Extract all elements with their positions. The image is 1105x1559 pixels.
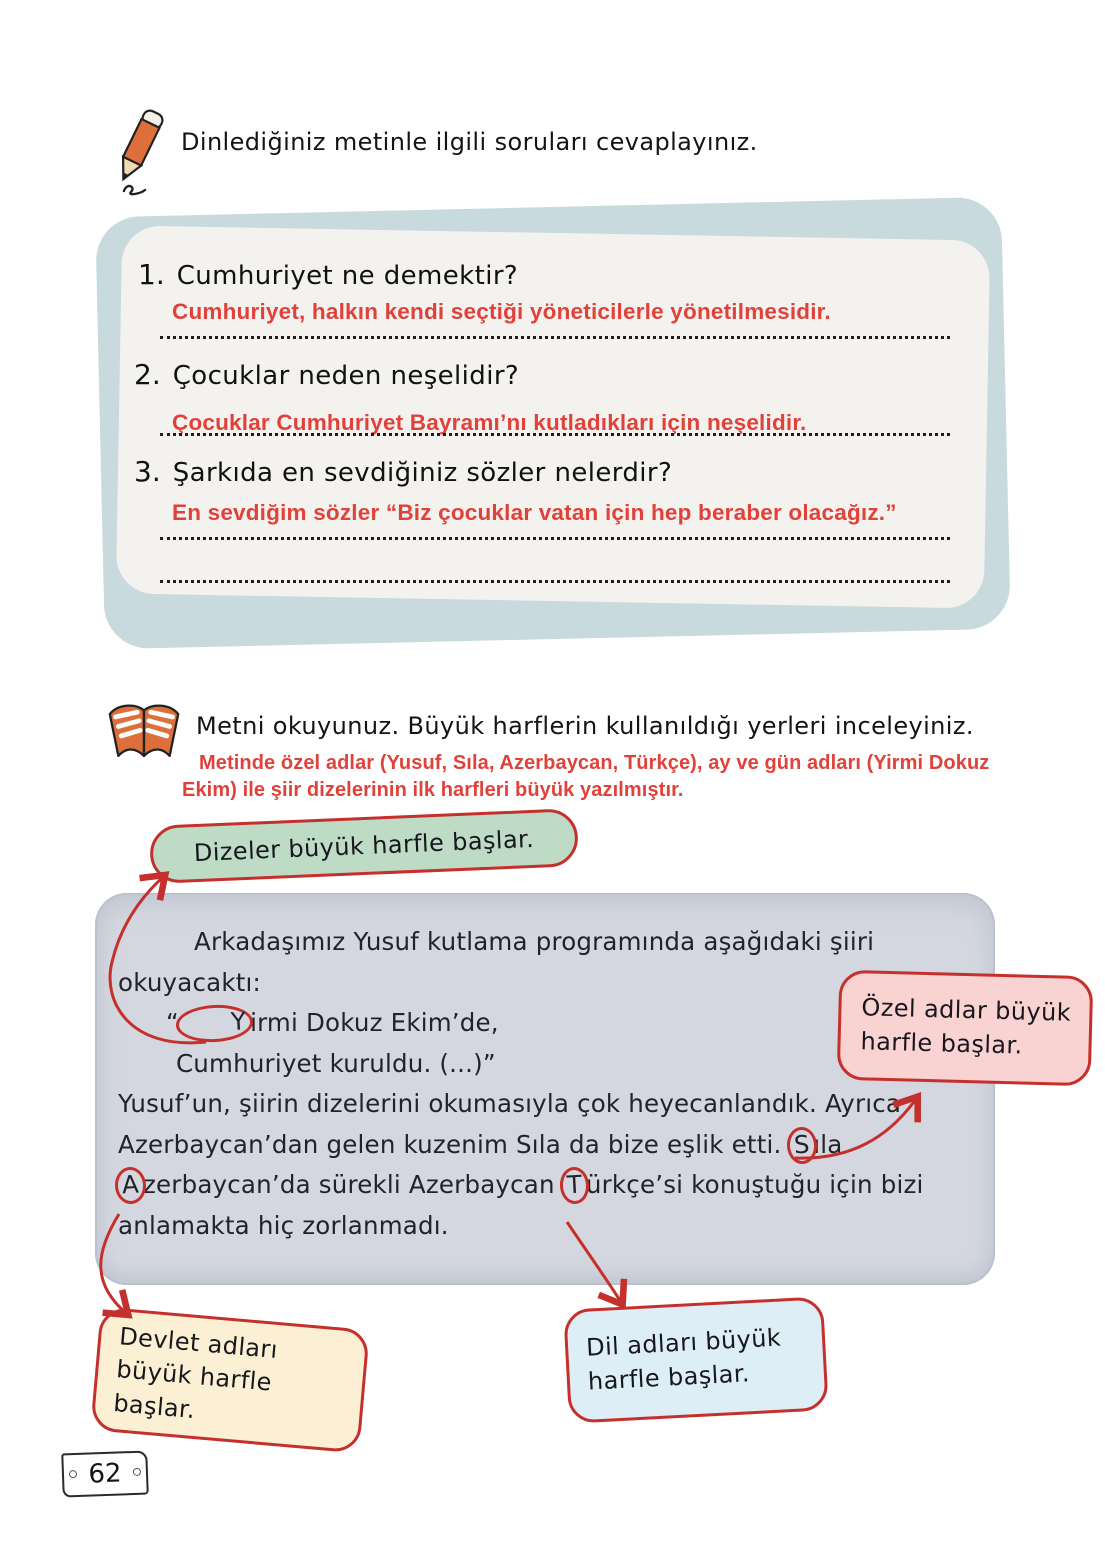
question-1 bbox=[138, 258, 518, 291]
callout-language-names bbox=[563, 1296, 829, 1423]
answer-2: Çocuklar Cumhuriyet Bayramı’nı kutladıkları için neşelidir. bbox=[172, 410, 807, 435]
callout-green-text: Dizeler büyük harfle başlar. bbox=[193, 824, 535, 868]
passage-line: Azerbaycan’dan gelen kuzenim Sıla da bize eşlik etti. S ıla bbox=[118, 1125, 998, 1166]
passage-line: A zerbaycan’da sürekli Azerbaycan T ürkçe’si konuştuğu için bizi bbox=[118, 1165, 998, 1206]
callout-yellow-text: Devlet adları büyük harfle başlar. bbox=[112, 1321, 280, 1424]
section2-title: Metni okuyunuz. Büyük harflerin kullanıldığı yerleri inceleyiniz. bbox=[196, 712, 974, 740]
answer-line-2 bbox=[160, 433, 950, 436]
screw-icon bbox=[69, 1470, 77, 1478]
question-3-text: Şarkıda en sevdiğiniz sözler nelerdir? bbox=[172, 458, 673, 488]
passage-line: Arkadaşımız Yusuf kutlama programında aşağıdaki şiiri bbox=[194, 927, 875, 956]
callout-blue-text: Dil adları büyük harfle başlar. bbox=[585, 1323, 782, 1396]
question-2-text: Çocuklar neden neşelidir? bbox=[172, 361, 520, 391]
page-number-badge bbox=[61, 1451, 148, 1498]
passage-line: okuyacaktı: bbox=[118, 967, 262, 997]
circled-letter-T: T bbox=[559, 1166, 590, 1204]
answer-line-4-empty bbox=[160, 580, 950, 583]
passage-line: Cumhuriyet kuruldu. (...)” bbox=[176, 1048, 496, 1078]
circled-letter-S: S bbox=[786, 1126, 818, 1164]
question-1-text: Cumhuriyet ne demektir? bbox=[176, 261, 519, 291]
section1-title: Dinlediğiniz metinle ilgili soruları cevaplayınız. bbox=[181, 128, 758, 156]
callout-pink-text: Özel adlar büyük harfle başlar. bbox=[860, 993, 1072, 1060]
circled-letter-Y: Y bbox=[175, 1003, 254, 1044]
screw-icon bbox=[133, 1468, 141, 1476]
question-3-number: 3. bbox=[134, 455, 161, 488]
page-number: 62 bbox=[87, 1458, 123, 1490]
passage-line: “ Y irmi Dokuz Ekim’de, bbox=[118, 1003, 998, 1044]
answer-3: En sevdiğim sözler “Biz çocuklar vatan için hep beraber olacağız.” bbox=[172, 500, 897, 525]
question-2 bbox=[134, 358, 519, 391]
passage-line: anlamakta hiç zorlanmadı. bbox=[118, 1210, 449, 1240]
question-1-number: 1. bbox=[138, 258, 165, 291]
circled-letter-A: A bbox=[114, 1166, 147, 1204]
answer-1: Cumhuriyet, halkın kendi seçtiği yöneticilerle yönetilmesidir. bbox=[172, 299, 831, 324]
passage-line: Yusuf’un, şiirin dizelerini okumasıyla çok heyecanlandık. Ayrıca bbox=[118, 1089, 902, 1118]
question-2-number: 2. bbox=[134, 358, 161, 391]
callout-proper-nouns bbox=[837, 970, 1094, 1087]
question-3 bbox=[134, 455, 672, 488]
book-icon bbox=[106, 700, 182, 770]
answer-line-1 bbox=[160, 336, 950, 339]
callout-lines-capital bbox=[149, 808, 579, 884]
callout-country-names bbox=[90, 1306, 370, 1453]
section2-note-line2: Ekim) ile şiir dizelerinin ilk harfleri büyük yazılmıştır. bbox=[182, 779, 684, 801]
answer-line-3 bbox=[160, 537, 950, 540]
section2-note-line1: Metinde özel adlar (Yusuf, Sıla, Azerbaycan, Türkçe), ay ve gün adları (Yirmi Dokuz bbox=[199, 752, 990, 774]
pencil-icon bbox=[110, 105, 172, 200]
